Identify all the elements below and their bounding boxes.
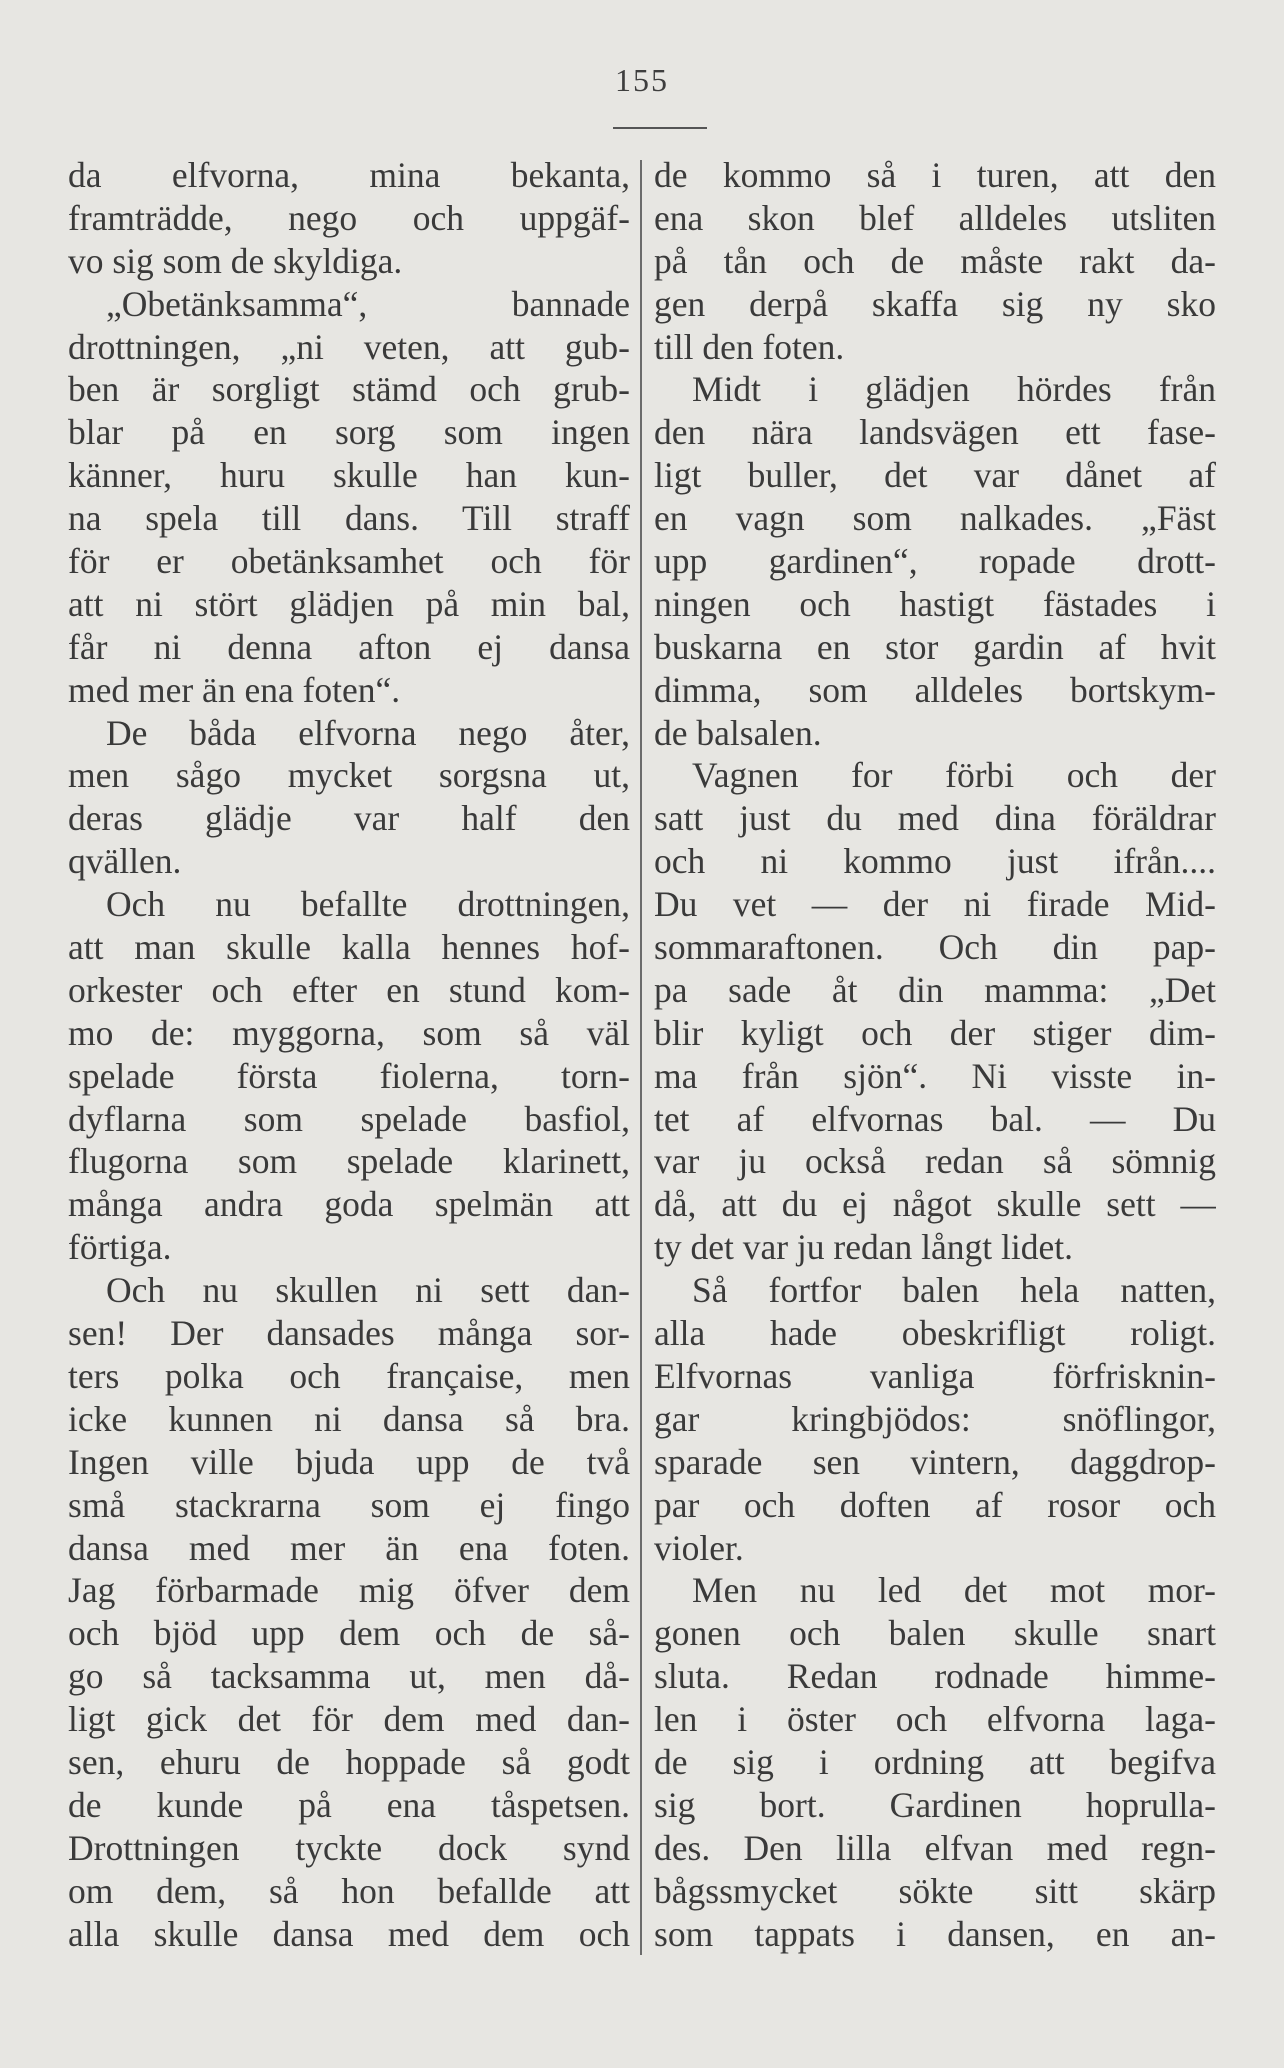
text-line: små stackrarna som ej fingo <box>68 1484 630 1525</box>
text-line: Och nu befallte drottningen, <box>106 884 630 925</box>
text-line: satt just du med dina föräldrar <box>654 798 1216 839</box>
text-line: upp gardinen“, ropade drott- <box>654 541 1216 582</box>
text-line: ters polka och française, men <box>68 1355 630 1396</box>
text-line: dyflarna som spelade basfiol, <box>68 1098 630 1139</box>
text-line: till den foten. <box>654 326 845 367</box>
text-line: med mer än ena foten“. <box>68 669 401 710</box>
text-line: par och doften af rosor och <box>654 1484 1216 1525</box>
text-line: buskarna en stor gardin af hvit <box>654 626 1216 667</box>
text-line: ena skon blef alldeles utsliten <box>654 197 1216 238</box>
text-line: den nära landsvägen ett fase- <box>654 412 1216 453</box>
text-line: drottningen, „ni veten, att gub- <box>68 326 630 367</box>
text-line: sluta. Redan rodnade himme- <box>654 1656 1216 1697</box>
text-line: då, att du ej något skulle sett — <box>654 1184 1216 1225</box>
text-line: en vagn som nalkades. „Fäst <box>654 498 1216 539</box>
text-line: Men nu led det mot mor- <box>692 1570 1216 1611</box>
right-column <box>654 154 1216 1954</box>
header-rule <box>613 127 707 129</box>
text-line: pa sade åt din mamma: „Det <box>654 969 1216 1010</box>
text-line: de kunde på ena tåspetsen. <box>68 1784 630 1825</box>
text-line: gonen och balen skulle snart <box>654 1613 1216 1654</box>
text-line: bågssmycket sökte sitt skärp <box>654 1870 1216 1911</box>
text-line: des. Den lilla elfvan med regn- <box>654 1827 1216 1868</box>
text-line: tet af elfvornas bal. — Du <box>654 1098 1216 1139</box>
text-line: sig bort. Gardinen hoprulla- <box>654 1784 1216 1825</box>
text-line: får ni denna afton ej dansa <box>68 626 630 667</box>
text-line: qvällen. <box>68 841 182 882</box>
text-line: alla hade obeskrifligt roligt. <box>654 1313 1216 1354</box>
text-line: Ingen ville bjuda upp de två <box>68 1441 630 1482</box>
text-line: sen, ehuru de hoppade så godt <box>68 1741 630 1782</box>
text-line: orkester och efter en stund kom- <box>68 969 630 1010</box>
text-line: ben är sorgligt stämd och grub- <box>68 369 630 410</box>
text-line: ningen och hastigt fästades i <box>654 583 1216 624</box>
text-line: på tån och de måste rakt da- <box>654 240 1216 281</box>
text-line: Drottningen tyckte dock synd <box>68 1827 630 1868</box>
text-line: alla skulle dansa med dem och <box>68 1913 630 1954</box>
text-line: för er obetänksamhet och för <box>68 541 630 582</box>
text-line: ma från sjön“. Ni visste in- <box>654 1055 1216 1096</box>
text-line: ty det var ju redan långt lidet. <box>654 1227 1073 1268</box>
text-line: De båda elfvorna nego åter, <box>106 712 630 753</box>
text-line: Jag förbarmade mig öfver dem <box>68 1570 630 1611</box>
text-line: sparade sen vintern, daggdrop- <box>654 1441 1216 1482</box>
text-line: vo sig som de skyldiga. <box>68 240 403 281</box>
text-line: go så tacksamma ut, men då- <box>68 1656 630 1697</box>
text-line: blar på en sorg som ingen <box>68 412 630 453</box>
text-line: Elfvornas vanliga förfrisknin- <box>654 1355 1216 1396</box>
text-line: gar kringbjödos: snöflingor, <box>654 1398 1216 1439</box>
text-line: de kommo så i turen, att den <box>654 155 1216 195</box>
text-line: och ni kommo just ifrån.... <box>654 841 1216 882</box>
text-line: ligt gick det för dem med dan- <box>68 1699 630 1740</box>
text-line: Midt i glädjen hördes från <box>692 369 1216 410</box>
text-line: men sågo mycket sorgsna ut, <box>68 755 630 796</box>
text-line: Och nu skullen ni sett dan- <box>106 1270 630 1311</box>
text-line: de sig i ordning att begifva <box>654 1741 1216 1782</box>
text-line: att ni stört glädjen på min bal, <box>68 583 630 624</box>
text-line: da elfvorna, mina bekanta, <box>68 155 630 195</box>
text-line: gen derpå skaffa sig ny sko <box>654 283 1216 324</box>
text-line: mo de: myggorna, som så väl <box>68 1012 630 1053</box>
text-line: och bjöd upp dem och de så- <box>68 1613 630 1654</box>
text-line: Vagnen for förbi och der <box>692 755 1216 796</box>
text-line: många andra goda spelmän att <box>68 1184 630 1225</box>
text-line: om dem, så hon befallde att <box>68 1870 630 1911</box>
left-column <box>68 154 630 1954</box>
text-line: violer. <box>654 1527 744 1568</box>
text-line: Så fortfor balen hela natten, <box>692 1270 1216 1311</box>
text-line: icke kunnen ni dansa så bra. <box>68 1398 630 1439</box>
text-line: deras glädje var half den <box>68 798 630 839</box>
page-number: 155 <box>615 62 669 98</box>
text-line: blir kyligt och der stiger dim- <box>654 1012 1216 1053</box>
text-line: Du vet — der ni firade Mid- <box>654 884 1216 925</box>
text-line: var ju också redan så sömnig <box>654 1141 1216 1182</box>
text-line: len i öster och elfvorna laga- <box>654 1699 1216 1740</box>
text-line: framträdde, nego och uppgäf- <box>68 197 630 238</box>
text-line: flugorna som spelade klarinett, <box>68 1141 630 1182</box>
column-divider <box>640 160 642 1955</box>
text-line: dimma, som alldeles bortskym- <box>654 669 1216 710</box>
text-line: förtiga. <box>68 1227 172 1268</box>
text-line: de balsalen. <box>654 712 822 753</box>
text-line: som tappats i dansen, en an- <box>654 1913 1216 1954</box>
text-line: ligt buller, det var dånet af <box>654 455 1216 496</box>
text-line: att man skulle kalla hennes hof- <box>68 927 630 968</box>
text-line: „Obetänksamma“, bannade <box>106 283 630 324</box>
text-line: spelade första fiolerna, torn- <box>68 1055 630 1096</box>
text-line: sen! Der dansades många sor- <box>68 1313 630 1354</box>
text-line: dansa med mer än ena foten. <box>68 1527 630 1568</box>
text-line: sommaraftonen. Och din pap- <box>654 927 1216 968</box>
text-line: na spela till dans. Till straff <box>68 498 630 539</box>
text-line: känner, huru skulle han kun- <box>68 455 630 496</box>
